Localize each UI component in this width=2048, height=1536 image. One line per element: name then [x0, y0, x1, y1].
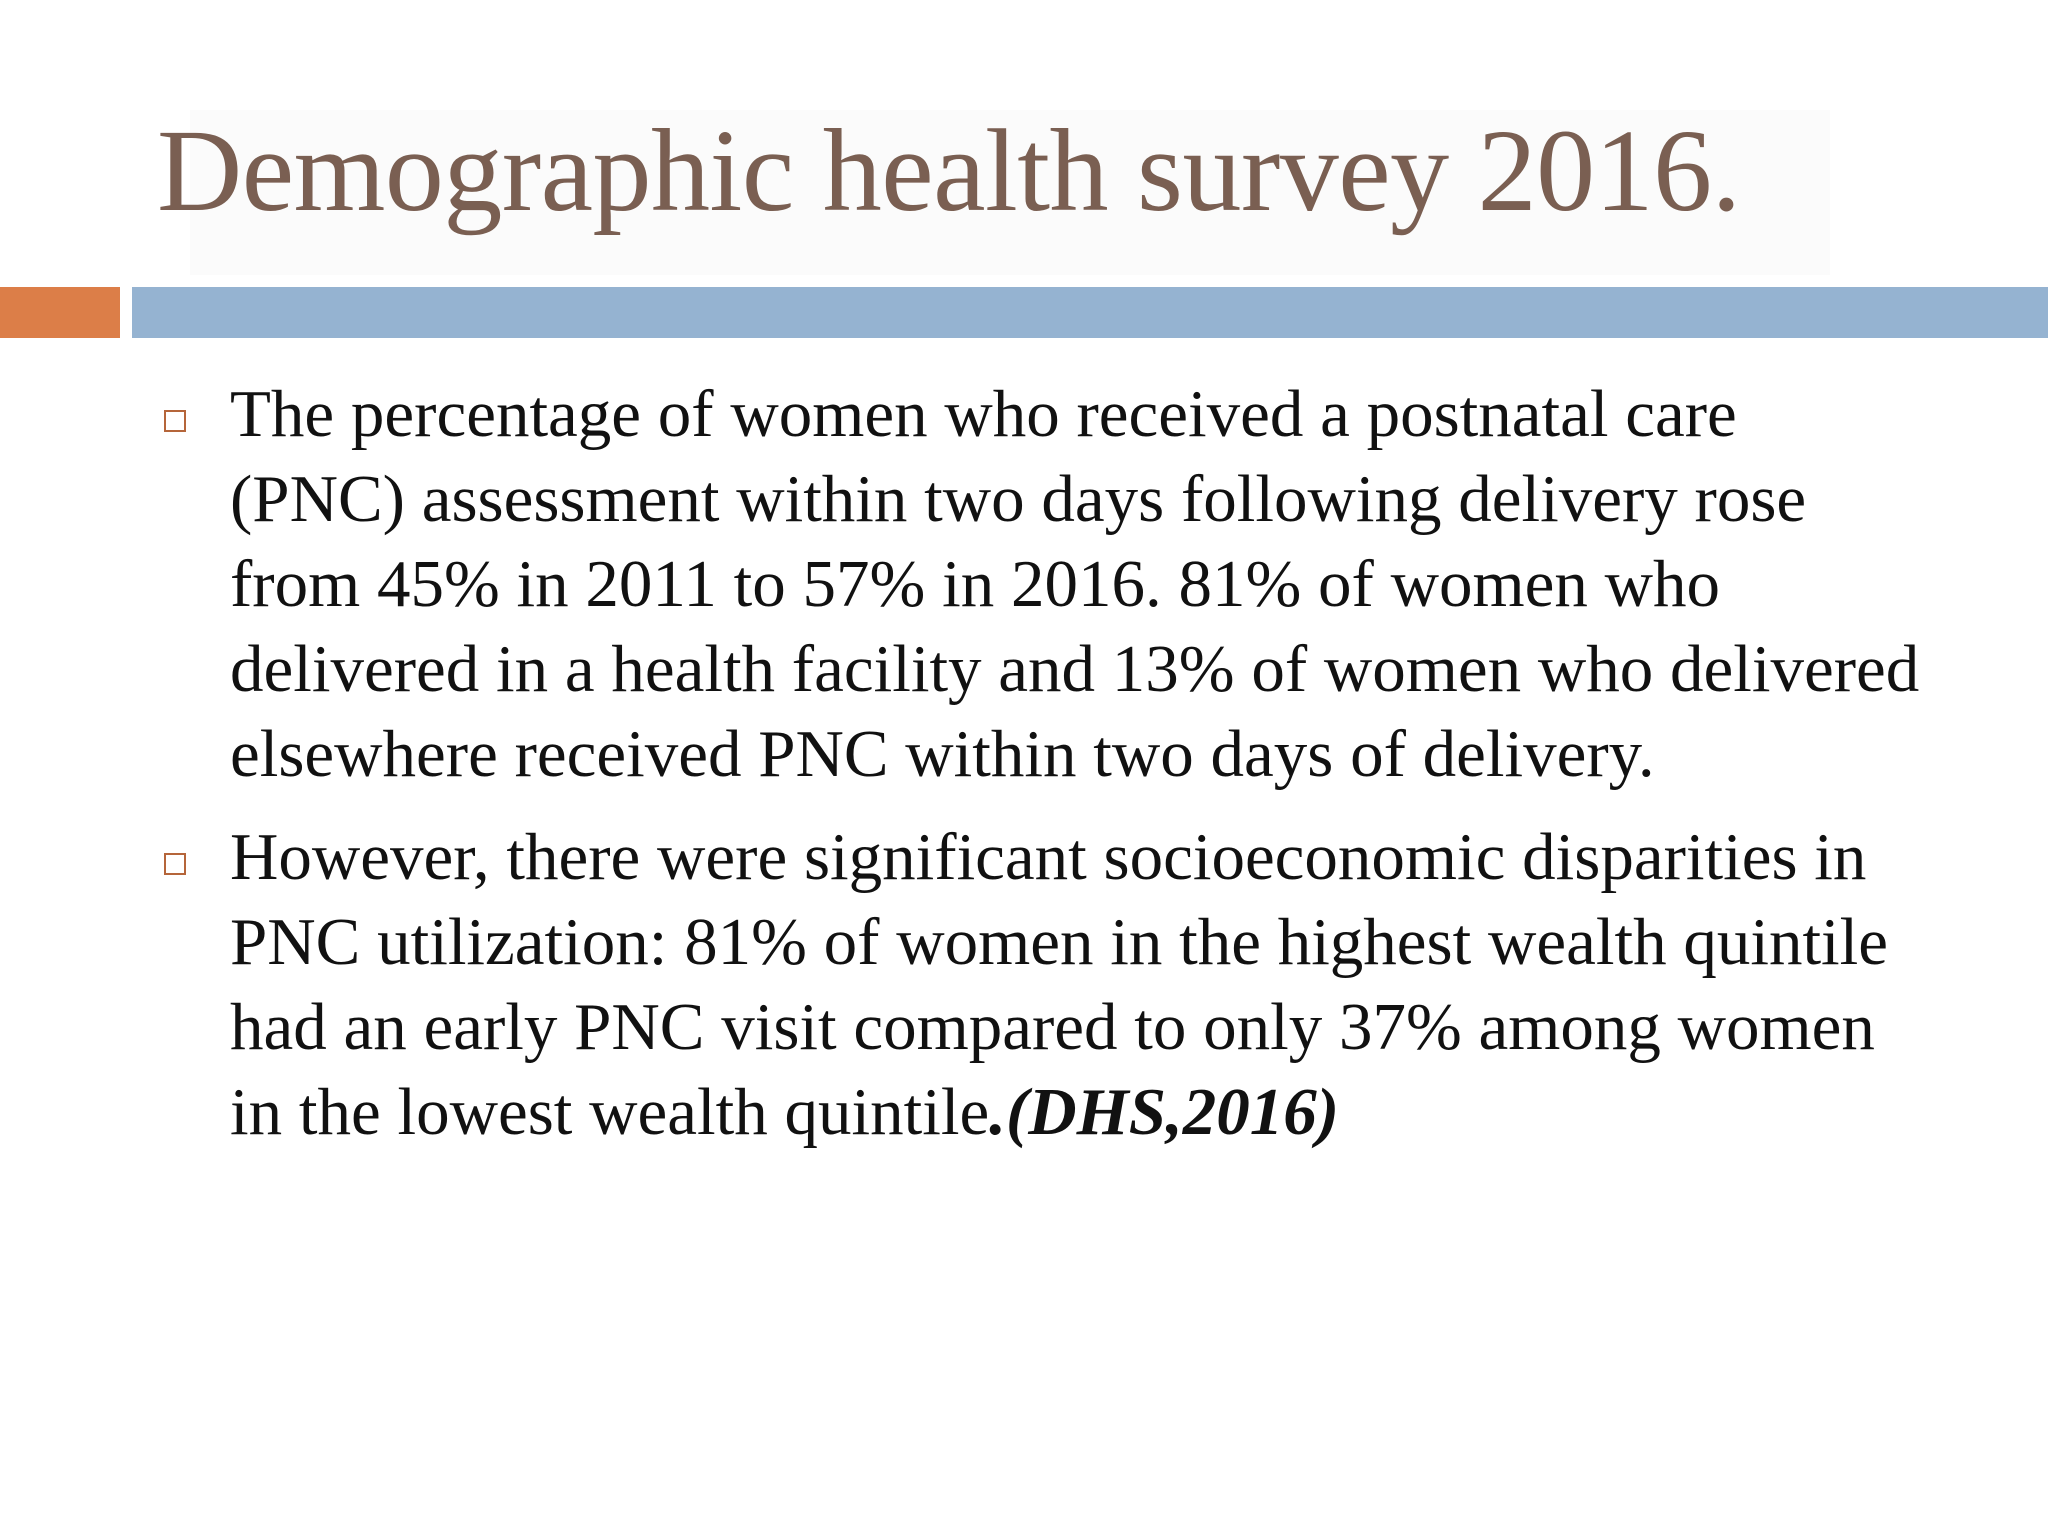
bullet-item	[162, 372, 1922, 797]
square-bullet-icon	[164, 853, 186, 875]
bullet-item	[162, 815, 1922, 1155]
accent-bar	[0, 287, 120, 338]
bullet-list	[162, 372, 1922, 1173]
bullet-text: However, there were significant socioeconomic disparities in PNC utilization: 81% of women in the highest wealth quintile had an early PNC visit compared to only 37% among women in the lowest wealth quintile	[230, 820, 1889, 1149]
bullet-text: The percentage of women who received a postnatal care (PNC) assessment within two days following delivery rose from 45% in 2011 to 57% in 2016. 81% of women who delivered in a health facility and 13% of women who delivered elsewhere received PNC within two days of delivery.	[230, 377, 1920, 791]
title-divider-bar	[132, 287, 2048, 338]
slide-title: Demographic health survey 2016.	[157, 105, 1741, 236]
citation: .(DHS,2016)	[989, 1075, 1340, 1149]
square-bullet-icon	[164, 410, 186, 432]
